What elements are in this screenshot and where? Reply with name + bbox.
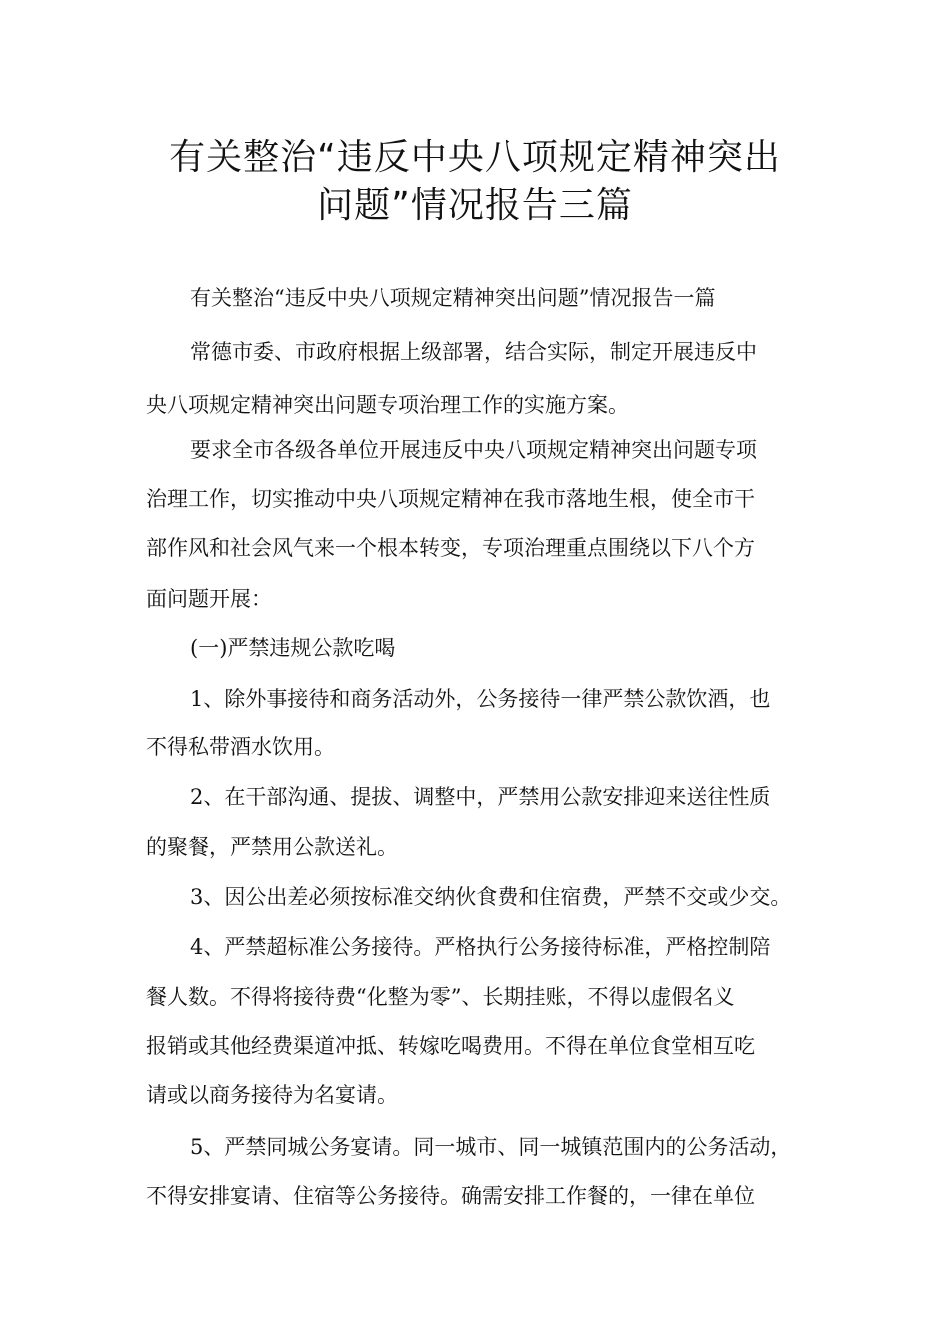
- list-item-line: 餐人数。不得将接待费“化整为零”、长期挂账，不得以虚假名义: [146, 985, 735, 1009]
- section-heading: 有关整治“违反中央八项规定精神突出问题”情况报告一篇: [190, 286, 716, 310]
- paragraph-line: 要求全市各级各单位开展违反中央八项规定精神突出问题专项: [190, 438, 757, 462]
- list-item-line: 1、除外事接待和商务活动外，公务接待一律严禁公款饮酒，也: [190, 687, 771, 711]
- paragraph-line: 央八项规定精神突出问题专项治理工作的实施方案。: [146, 393, 629, 417]
- document-title-line-2: 问题”情况报告三篇: [317, 185, 633, 226]
- list-item-line: 不得私带酒水饮用。: [146, 735, 335, 759]
- list-item-line: 请或以商务接待为名宴请。: [146, 1083, 398, 1107]
- list-item-line: 3、因公出差必须按标准交纳伙食费和住宿费，严禁不交或少交。: [190, 885, 792, 909]
- list-item-line: 不得安排宴请、住宿等公务接待。确需安排工作餐的，一律在单位: [146, 1184, 755, 1208]
- list-heading: (一)严禁违规公款吃喝: [190, 636, 396, 660]
- list-item-line: 5、严禁同城公务宴请。同一城市、同一城镇范围内的公务活动，: [190, 1135, 792, 1159]
- list-item-line: 报销或其他经费渠道冲抵、转嫁吃喝费用。不得在单位食堂相互吃: [146, 1034, 755, 1058]
- list-item-line: 4、严禁超标准公务接待。严格执行公务接待标准，严格控制陪: [190, 935, 771, 959]
- paragraph-line: 部作风和社会风气来一个根本转变，专项治理重点围绕以下八个方: [146, 536, 755, 560]
- paragraph-line: 常德市委、市政府根据上级部署，结合实际，制定开展违反中: [190, 340, 757, 364]
- list-item-line: 的聚餐，严禁用公款送礼。: [146, 835, 398, 859]
- document-title-line-1: 有关整治“违反中央八项规定精神突出: [169, 137, 781, 178]
- list-item-line: 2、在干部沟通、提拔、调整中，严禁用公款安排迎来送往性质: [190, 785, 771, 809]
- paragraph-line: 治理工作，切实推动中央八项规定精神在我市落地生根，使全市干: [146, 487, 755, 511]
- paragraph-line: 面问题开展：: [146, 587, 272, 611]
